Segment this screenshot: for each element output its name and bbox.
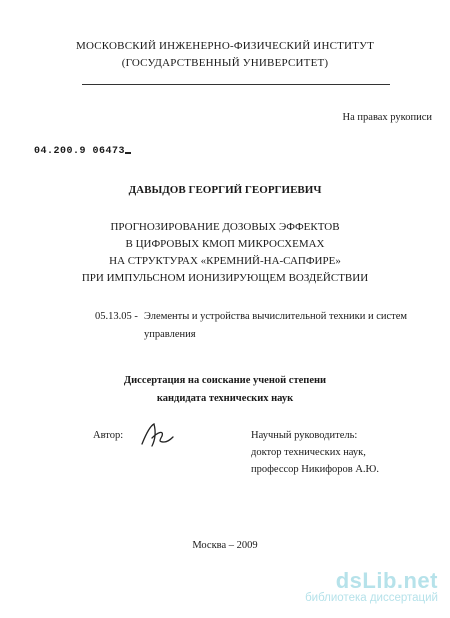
supervisor-line-1: Научный руководитель: — [251, 430, 358, 441]
watermark-main: dsLib.net — [335, 568, 438, 593]
catalog-code-dash — [125, 152, 131, 154]
watermark-logo — [305, 568, 438, 604]
manuscript-note: На правах рукописи — [342, 112, 432, 123]
thesis-title-line-2: В ЦИФРОВЫХ КМОП МИКРОСХЕМАХ — [125, 238, 325, 250]
catalog-code: 04.200.9 06473 — [34, 146, 126, 157]
header-divider — [82, 84, 390, 85]
institute-line-2: (ГОСУДАРСТВЕННЫЙ УНИВЕРСИТЕТ) — [121, 57, 329, 69]
thesis-title-line-3: НА СТРУКТУРАХ «КРЕМНИЙ-НА-САПФИРЕ» — [109, 255, 341, 267]
author-name: ДАВЫДОВ ГЕОРГИЙ ГЕОРГИЕВИЧ — [128, 184, 322, 196]
degree-line-1: Диссертация на соискание ученой степени — [123, 375, 327, 386]
thesis-title-line-1: ПРОГНОЗИРОВАНИЕ ДОЗОВЫХ ЭФФЕКТОВ — [110, 221, 340, 233]
specialty-code: 05.13.05 - — [95, 311, 138, 322]
author-label: Автор: — [93, 430, 124, 441]
degree-line-2: кандидата технических наук — [156, 393, 294, 404]
place-year: Москва – 2009 — [192, 540, 258, 551]
specialty-line-2: управления — [144, 329, 196, 340]
specialty-line-1: Элементы и устройства вычислительной техники и систем — [144, 311, 408, 322]
institute-line-1: МОСКОВСКИЙ ИНЖЕНЕРНО-ФИЗИЧЕСКИЙ ИНСТИТУТ — [75, 40, 375, 52]
author-signature — [138, 420, 178, 450]
supervisor-line-2: доктор технических наук, — [251, 447, 366, 458]
watermark-sub: библиотека диссертаций — [305, 592, 438, 604]
supervisor-line-3: профессор Никифоров А.Ю. — [251, 464, 379, 475]
thesis-title-line-4: ПРИ ИМПУЛЬСНОМ ИОНИЗИРУЮЩЕМ ВОЗДЕЙСТВИИ — [81, 272, 369, 284]
